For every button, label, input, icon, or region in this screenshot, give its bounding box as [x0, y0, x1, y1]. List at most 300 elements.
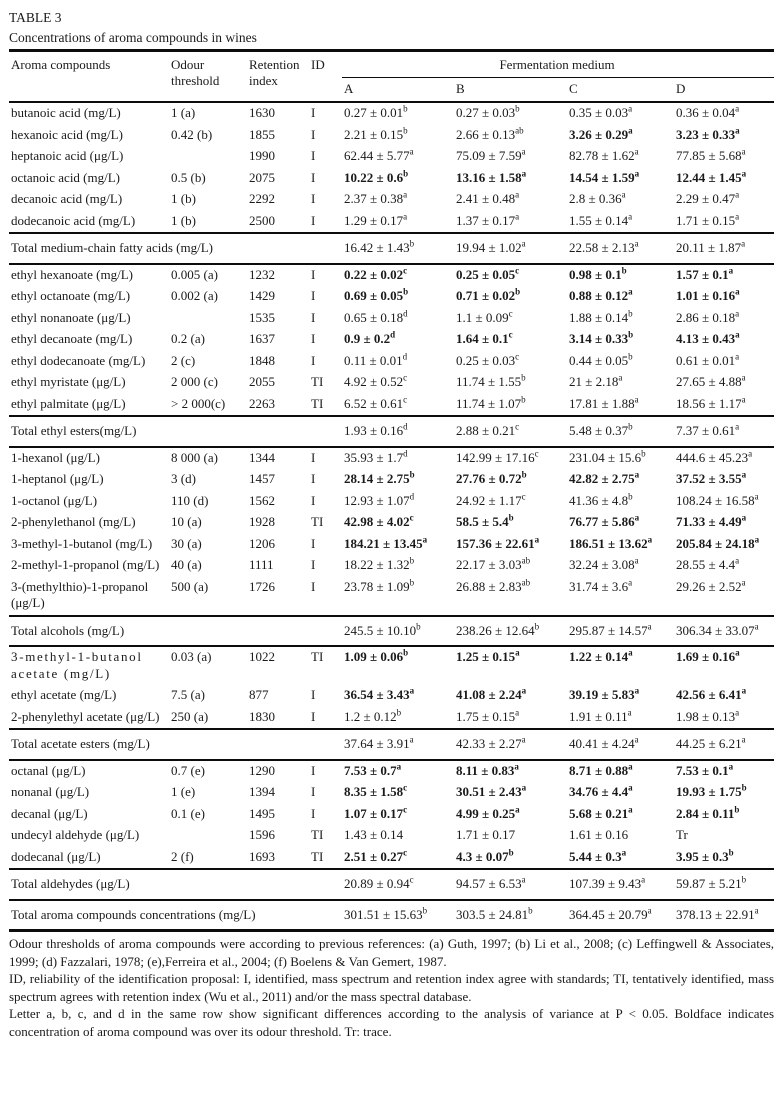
compound-name: decanoic acid (mg/L)	[11, 191, 123, 206]
retention-index-value: 1990	[249, 148, 275, 163]
concentration-medium-b: 4.3 ± 0.07$^b$	[456, 847, 514, 864]
compound-name: decanal (μg/L)	[11, 805, 88, 821]
odour-threshold-value: 10 (a)	[171, 514, 202, 529]
significance-letter: a	[741, 394, 746, 405]
compound-name: hexanoic acid (mg/L)	[11, 126, 123, 142]
table-body	[9, 102, 774, 931]
significance-letter: a	[741, 469, 747, 480]
concentration-medium-d: 2.84 ± 0.11$^b$	[676, 804, 740, 821]
significance-letter: a	[735, 308, 740, 319]
significance-letter: a	[735, 286, 740, 297]
concentration-medium-c: 107.39 ± 9.43$^a$	[567, 869, 674, 900]
total-row	[9, 729, 774, 760]
concentration-medium-b: 58.5 ± 5.4$^b$	[456, 512, 514, 529]
concentration-medium-c: 5.48 ± 0.37$^b$	[567, 416, 674, 447]
concentration-medium-d: 0.36 ± 0.04$^a$	[676, 103, 740, 120]
retention-index-value: 1232	[249, 266, 275, 282]
significance-letter: c	[409, 512, 414, 523]
concentration-medium-d: 20.11 ± 1.87$^a$	[674, 233, 774, 264]
significance-letter: b	[521, 469, 527, 480]
concentration-medium-b: 157.36 ± 22.61$^a$	[456, 534, 540, 551]
concentration-medium-b: 0.27 ± 0.03$^b$	[456, 103, 520, 120]
significance-letter: a	[521, 146, 526, 157]
significance-letter: a	[634, 512, 640, 523]
concentration-medium-d: 37.52 ± 3.55$^a$	[676, 469, 747, 486]
significance-letter: b	[515, 103, 520, 114]
total-label: Total aroma compounds concentrations (mg/L)	[9, 900, 342, 931]
odour-threshold-value: 110 (d)	[171, 492, 209, 508]
significance-letter: a	[628, 804, 633, 815]
odour-threshold-value: 250 (a)	[171, 708, 209, 724]
significance-letter: c	[403, 394, 408, 405]
concentration-medium-b: 94.57 ± 6.53$^a$	[454, 869, 567, 900]
compound-row	[9, 447, 774, 470]
total-row	[9, 416, 774, 447]
concentration-medium-a: 1.2 ± 0.12$^b$	[344, 707, 402, 724]
compound-row	[9, 372, 774, 394]
concentration-medium-b: 0.25 ± 0.05$^c$	[456, 265, 520, 282]
concentration-medium-a: 1.93 ± 0.16$^d$	[342, 416, 454, 447]
concentration-medium-c: 1.91 ± 0.11$^a$	[569, 707, 632, 724]
retention-index-value: 1022	[249, 649, 275, 664]
significance-letter: a	[741, 577, 746, 588]
significance-letter: a	[741, 685, 747, 696]
total-label: Total acetate esters (mg/L)	[9, 729, 342, 760]
significance-letter: a	[647, 621, 652, 632]
id-reliability-value: I	[311, 708, 316, 724]
significance-letter: a	[628, 286, 633, 297]
concentration-medium-c: 41.36 ± 4.8$^b$	[569, 491, 633, 508]
concentration-medium-d: 18.56 ± 1.17$^a$	[676, 394, 746, 411]
concentration-medium-d: 1.01 ± 0.16$^a$	[676, 286, 740, 303]
concentration-medium-a: 28.14 ± 2.75$^b$	[344, 469, 415, 486]
significance-letter: d	[403, 421, 408, 432]
concentration-medium-c: 21 ± 2.18$^a$	[569, 372, 623, 389]
significance-letter: c	[515, 265, 520, 276]
concentration-medium-d: 19.93 ± 1.75$^b$	[676, 782, 747, 799]
significance-letter: a	[514, 761, 519, 772]
retention-index-value: 2075	[249, 169, 275, 185]
retention-index-value: 1344	[249, 449, 275, 465]
total-label: Total medium-chain fatty acids (mg/L)	[9, 233, 342, 264]
id-reliability-value: I	[311, 169, 316, 185]
retention-index-value: 1693	[249, 848, 275, 864]
compound-row	[9, 577, 774, 616]
concentration-medium-b: 2.66 ± 0.13$^{ab}$	[456, 125, 524, 142]
concentration-medium-c: 231.04 ± 15.6$^b$	[569, 448, 646, 465]
concentration-medium-b: 0.71 ± 0.02$^b$	[456, 286, 521, 303]
id-reliability-value: I	[311, 449, 316, 465]
concentration-medium-b: 4.99 ± 0.25$^a$	[456, 804, 520, 821]
concentration-medium-c: 32.24 ± 3.08$^a$	[569, 555, 639, 572]
col-header-medium-b: B	[456, 81, 465, 96]
odour-threshold-value: 7.5 (a)	[171, 687, 205, 702]
concentration-medium-b: 11.74 ± 1.55$^b$	[456, 372, 526, 389]
compound-name: undecyl aldehyde (μg/L)	[11, 827, 140, 842]
odour-threshold-value: 1 (b)	[171, 191, 196, 206]
significance-letter: a	[634, 394, 639, 405]
significance-letter: c	[515, 351, 520, 362]
odour-threshold-value: 2 (c)	[171, 352, 196, 368]
compound-row	[9, 469, 774, 491]
significance-letter: a	[634, 555, 639, 566]
id-reliability-value: TI	[311, 649, 324, 664]
significance-letter: a	[634, 168, 640, 179]
concentration-medium-b: 41.08 ± 2.24$^a$	[456, 685, 527, 702]
significance-letter: a	[521, 238, 526, 249]
concentration-medium-d: 71.33 ± 4.49$^a$	[676, 512, 747, 529]
concentration-medium-c: 1.22 ± 0.14$^a$	[569, 647, 633, 664]
significance-letter: b	[403, 103, 408, 114]
significance-letter: a	[628, 782, 633, 793]
odour-threshold-value: 1 (a)	[171, 105, 196, 120]
concentration-medium-a: 8.35 ± 1.58$^c$	[344, 782, 408, 799]
significance-letter: a	[403, 189, 408, 200]
compound-name: ethyl acetate (mg/L)	[11, 687, 117, 702]
significance-letter: b	[734, 804, 740, 815]
odour-threshold-value: 0.7 (e)	[171, 762, 205, 778]
concentration-medium-c: 3.26 ± 0.29$^a$	[569, 125, 633, 142]
significance-letter: d	[402, 351, 408, 362]
concentration-medium-d: 0.61 ± 0.01$^a$	[676, 351, 740, 368]
significance-letter: a	[754, 621, 759, 632]
retention-index-value: 1111	[249, 557, 274, 572]
compound-row	[9, 707, 774, 730]
concentration-medium-d: 77.85 ± 5.68$^a$	[676, 146, 746, 163]
col-header-id: ID	[311, 57, 325, 72]
odour-threshold-value: 30 (a)	[171, 535, 202, 551]
significance-letter: b	[621, 265, 627, 276]
concentration-medium-b: 2.88 ± 0.21$^c$	[454, 416, 567, 447]
concentration-medium-b: 1.64 ± 0.1$^c$	[456, 329, 513, 346]
significance-letter: c	[515, 421, 520, 432]
concentration-medium-a: 6.52 ± 0.61$^c$	[344, 394, 408, 411]
significance-letter: d	[409, 491, 415, 502]
significance-letter: a	[521, 874, 526, 885]
concentration-medium-a: 7.53 ± 0.7$^a$	[344, 761, 402, 778]
concentration-medium-c: 1.61 ± 0.16	[569, 827, 629, 842]
total-label: Total aldehydes (μg/L)	[9, 869, 342, 900]
id-reliability-value: I	[311, 471, 316, 486]
concentration-medium-c: 39.19 ± 5.83$^a$	[569, 685, 640, 702]
significance-letter: a	[735, 707, 740, 718]
significance-letter: a	[534, 534, 540, 545]
compound-name: heptanoic acid (μg/L)	[11, 148, 124, 163]
id-reliability-value: I	[311, 762, 316, 778]
concentration-medium-c: 1.88 ± 0.14$^b$	[569, 308, 633, 325]
significance-letter: c	[534, 448, 539, 459]
id-reliability-value: I	[311, 352, 316, 368]
id-reliability-value: I	[311, 557, 316, 572]
id-reliability-value: I	[311, 784, 316, 799]
header-row-1	[9, 51, 774, 78]
significance-letter: a	[521, 734, 526, 745]
odour-threshold-value: 1 (e)	[171, 784, 196, 799]
id-reliability-value: TI	[311, 514, 324, 529]
significance-letter: a	[396, 761, 402, 772]
compound-row	[9, 804, 774, 826]
compound-row	[9, 125, 774, 147]
col-header-medium-a: A	[344, 81, 354, 96]
significance-letter: a	[735, 211, 740, 222]
odour-threshold-value: 0.5 (b)	[171, 169, 206, 185]
significance-letter: c	[521, 491, 526, 502]
retention-index-value: 877	[249, 687, 269, 702]
odour-threshold-value	[169, 146, 247, 168]
concentration-medium-d: 3.23 ± 0.33$^a$	[676, 125, 740, 142]
significance-letter: a	[515, 804, 520, 815]
concentration-medium-a: 42.98 ± 4.02$^c$	[344, 512, 414, 529]
compound-name: dodecanoic acid (mg/L)	[11, 212, 136, 228]
concentration-medium-b: 2.41 ± 0.48$^a$	[456, 189, 520, 206]
significance-letter: c	[403, 782, 408, 793]
significance-letter: b	[409, 238, 415, 249]
compound-row	[9, 825, 774, 847]
odour-threshold-value: 0.005 (a)	[171, 266, 218, 282]
compound-row	[9, 211, 774, 234]
id-reliability-value: TI	[311, 848, 324, 864]
concentration-medium-b: 22.17 ± 3.03$^{ab}$	[456, 555, 531, 572]
concentration-medium-a: 18.22 ± 1.32$^b$	[344, 555, 415, 572]
concentration-medium-d: 1.98 ± 0.13$^a$	[676, 707, 740, 724]
table-header	[9, 51, 774, 103]
concentration-medium-c: 22.58 ± 2.13$^a$	[567, 233, 674, 264]
id-reliability-value: I	[311, 266, 316, 282]
footnotes	[9, 935, 774, 1040]
significance-letter: b	[403, 647, 409, 658]
compound-row	[9, 329, 774, 351]
retention-index-value: 2055	[249, 374, 275, 389]
significance-letter: c	[508, 308, 513, 319]
significance-letter: b	[628, 421, 633, 432]
concentration-medium-d: 59.87 ± 5.21$^b$	[674, 869, 774, 900]
significance-letter: a	[628, 211, 633, 222]
concentration-medium-d: 108.24 ± 16.58$^a$	[676, 491, 759, 508]
significance-letter: b	[741, 874, 747, 885]
concentration-medium-c: 5.44 ± 0.3$^a$	[569, 847, 627, 864]
compound-name: 3-(methylthio)-1-propanol (μg/L)	[11, 578, 149, 610]
compound-name: nonanal (μg/L)	[11, 784, 90, 799]
concentration-medium-b: 1.71 ± 0.17	[456, 827, 516, 842]
total-row	[9, 616, 774, 647]
concentration-medium-b: 303.5 ± 24.81$^b$	[454, 900, 567, 931]
compound-name: ethyl octanoate (mg/L)	[11, 288, 131, 303]
significance-letter: b	[403, 286, 409, 297]
compound-row	[9, 847, 774, 870]
total-row	[9, 233, 774, 264]
concentration-medium-b: 75.09 ± 7.59$^a$	[456, 146, 526, 163]
concentration-medium-a: 10.22 ± 0.6$^b$	[344, 168, 409, 185]
id-reliability-value: I	[311, 105, 316, 120]
id-reliability-value: TI	[311, 827, 324, 842]
retention-index-value: 2292	[249, 191, 275, 206]
compound-name: dodecanal (μg/L)	[11, 848, 101, 864]
concentration-medium-a: 2.51 ± 0.27$^c$	[344, 847, 408, 864]
compound-row	[9, 534, 774, 556]
significance-letter: b	[515, 286, 521, 297]
total-label: Total alcohols (mg/L)	[9, 616, 342, 647]
concentration-medium-b: 0.25 ± 0.03$^c$	[456, 351, 520, 368]
significance-letter: b	[528, 905, 533, 916]
compound-row	[9, 168, 774, 190]
concentration-medium-a: 0.11 ± 0.01$^d$	[344, 351, 408, 368]
table-label: TABLE 3	[9, 10, 62, 25]
compound-row	[9, 286, 774, 308]
significance-letter: a	[741, 238, 746, 249]
significance-letter: a	[403, 211, 408, 222]
concentration-medium-b: 238.26 ± 12.64$^b$	[454, 616, 567, 647]
id-reliability-value: I	[311, 578, 316, 594]
significance-letter: a	[634, 146, 639, 157]
compound-name: 2-phenylethyl acetate (μg/L)	[11, 708, 160, 724]
compound-name: butanoic acid (mg/L)	[11, 105, 121, 120]
concentration-medium-d: 12.44 ± 1.45$^a$	[676, 168, 747, 185]
retention-index-value: 1535	[249, 309, 275, 325]
concentration-medium-c: 0.35 ± 0.03$^a$	[569, 103, 633, 120]
total-row	[9, 869, 774, 900]
concentration-medium-b: 1.25 ± 0.15$^a$	[456, 647, 520, 664]
concentration-medium-a: 36.54 ± 3.43$^a$	[344, 685, 415, 702]
significance-letter: a	[515, 211, 520, 222]
significance-letter: a	[641, 874, 646, 885]
significance-letter: a	[621, 847, 627, 858]
footnote-odour-references: Odour thresholds of aroma compounds were according to previous references: (a) Guth, 1997; (b) Li et al., 2008; (c) Leffingwell & Associates, 1999; (d) Fazzalari, 1978; (e),Ferreira et al., 2004; (f) Boelens & Van Gemert, 1987.	[9, 936, 774, 969]
concentration-medium-d: 44.25 ± 6.21$^a$	[674, 729, 774, 760]
concentration-medium-b: 24.92 ± 1.17$^c$	[456, 491, 526, 508]
retention-index-value: 1394	[249, 784, 275, 799]
significance-letter: a	[521, 168, 527, 179]
compound-name: octanoic acid (mg/L)	[11, 169, 121, 185]
concentration-medium-d: 205.84 ± 24.18$^a$	[676, 534, 760, 551]
concentration-medium-b: 27.76 ± 0.72$^b$	[456, 469, 527, 486]
retention-index-value: 1726	[249, 578, 275, 594]
retention-index-value: 1830	[249, 708, 275, 724]
concentration-medium-c: 364.45 ± 20.79$^a$	[567, 900, 674, 931]
concentration-medium-a: 2.37 ± 0.38$^a$	[344, 189, 408, 206]
id-reliability-value: I	[311, 687, 316, 702]
col-header-retention-index: Retention index	[249, 57, 300, 88]
concentration-medium-c: 0.44 ± 0.05$^b$	[569, 351, 633, 368]
id-reliability-value: I	[311, 148, 316, 163]
compound-row	[9, 351, 774, 373]
concentration-medium-c: 76.77 ± 5.86$^a$	[569, 512, 640, 529]
significance-letter: a	[628, 103, 633, 114]
significance-letter: ab	[521, 555, 531, 566]
concentration-medium-b: 1.75 ± 0.15$^a$	[456, 707, 520, 724]
concentration-medium-c: 1.55 ± 0.14$^a$	[569, 211, 633, 228]
compound-name: 2-phenylethanol (mg/L)	[11, 514, 136, 529]
significance-letter: ab	[521, 577, 531, 588]
significance-letter: a	[735, 189, 740, 200]
compound-row	[9, 264, 774, 287]
compound-name: 1-octanol (μg/L)	[11, 492, 98, 508]
significance-letter: a	[634, 685, 640, 696]
concentration-medium-c: 5.68 ± 0.21$^a$	[569, 804, 633, 821]
id-reliability-value: I	[311, 212, 316, 228]
retention-index-value: 1495	[249, 805, 275, 821]
compound-name: 1-hexanol (μg/L)	[11, 449, 100, 465]
concentration-medium-d: 1.71 ± 0.15$^a$	[676, 211, 740, 228]
odour-threshold-value: 0.1 (e)	[171, 805, 205, 821]
significance-letter: a	[422, 534, 428, 545]
significance-letter: a	[521, 685, 527, 696]
footnote-significance: Letter a, b, c, and d in the same row show significant differences according to the analysis of variance at P < 0.05. Boldface indicates concentration of aroma compound was over its odour threshold. Tr: trace.	[9, 1006, 774, 1039]
odour-threshold-value: > 2 000(c)	[171, 395, 226, 411]
odour-threshold-value: 0.002 (a)	[171, 288, 218, 303]
significance-letter: a	[409, 146, 414, 157]
id-reliability-value: I	[311, 535, 316, 551]
concentration-medium-c: 31.74 ± 3.6$^a$	[569, 577, 633, 594]
compound-name: ethyl dodecanoate (mg/L)	[11, 352, 146, 368]
significance-letter: b	[409, 577, 415, 588]
significance-letter: a	[735, 103, 740, 114]
significance-letter: b	[422, 905, 428, 916]
concentration-medium-d: 7.37 ± 0.61$^a$	[674, 416, 774, 447]
significance-letter: a	[647, 534, 653, 545]
concentration-medium-d: 444.6 ± 45.23$^a$	[676, 448, 753, 465]
id-reliability-value: I	[311, 805, 316, 821]
significance-letter: a	[628, 577, 633, 588]
retention-index-value: 1429	[249, 288, 275, 303]
significance-letter: c	[403, 804, 408, 815]
retention-index-value: 2500	[249, 212, 275, 228]
compound-name: ethyl myristate (μg/L)	[11, 374, 126, 389]
odour-threshold-value: 0.2 (a)	[171, 331, 205, 346]
significance-letter: a	[628, 647, 633, 658]
compound-row	[9, 308, 774, 330]
concentration-medium-a: 1.07 ± 0.17$^c$	[344, 804, 408, 821]
compound-name: 1-heptanol (μg/L)	[11, 471, 104, 486]
significance-letter: b	[628, 351, 633, 362]
id-reliability-value: I	[311, 191, 316, 206]
concentration-medium-d: 306.34 ± 33.07$^a$	[674, 616, 774, 647]
compound-row	[9, 491, 774, 513]
odour-threshold-value: 40 (a)	[171, 557, 202, 572]
significance-letter: a	[741, 372, 746, 383]
concentration-medium-b: 142.99 ± 17.16$^c$	[456, 448, 539, 465]
significance-letter: a	[521, 782, 527, 793]
concentration-medium-c: 40.41 ± 4.24$^a$	[567, 729, 674, 760]
concentration-medium-a: 16.42 ± 1.43$^b$	[342, 233, 454, 264]
col-header-fermentation-medium: Fermentation medium	[342, 51, 774, 78]
significance-letter: a	[515, 189, 520, 200]
significance-letter: b	[521, 372, 526, 383]
id-reliability-value: I	[311, 492, 316, 508]
concentration-medium-d: 2.29 ± 0.47$^a$	[676, 189, 740, 206]
significance-letter: b	[409, 469, 415, 480]
concentration-medium-c: 2.8 ± 0.36$^a$	[569, 189, 626, 206]
concentration-medium-c: 3.14 ± 0.33$^b$	[569, 329, 634, 346]
significance-letter: d	[390, 329, 396, 340]
compound-row	[9, 555, 774, 577]
concentration-medium-c: 42.82 ± 2.75$^a$	[569, 469, 640, 486]
col-header-aroma-compounds: Aroma compounds	[11, 57, 111, 72]
id-reliability-value: I	[311, 126, 316, 142]
concentration-medium-a: 0.69 ± 0.05$^b$	[344, 286, 409, 303]
concentration-medium-b: 26.88 ± 2.83$^{ab}$	[456, 577, 531, 594]
concentration-medium-c: 0.98 ± 0.1$^b$	[569, 265, 627, 282]
significance-letter: b	[403, 125, 408, 136]
concentration-medium-d: 4.13 ± 0.43$^a$	[676, 329, 740, 346]
significance-letter: a	[628, 761, 633, 772]
id-reliability-value: TI	[311, 395, 324, 411]
significance-letter: a	[647, 905, 652, 916]
concentration-medium-a: 0.27 ± 0.01$^b$	[344, 103, 408, 120]
significance-letter: b	[641, 448, 646, 459]
significance-letter: a	[634, 238, 639, 249]
concentration-medium-a: 1.09 ± 0.06$^b$	[344, 647, 409, 664]
concentration-medium-a: 184.21 ± 13.45$^a$	[344, 534, 428, 551]
